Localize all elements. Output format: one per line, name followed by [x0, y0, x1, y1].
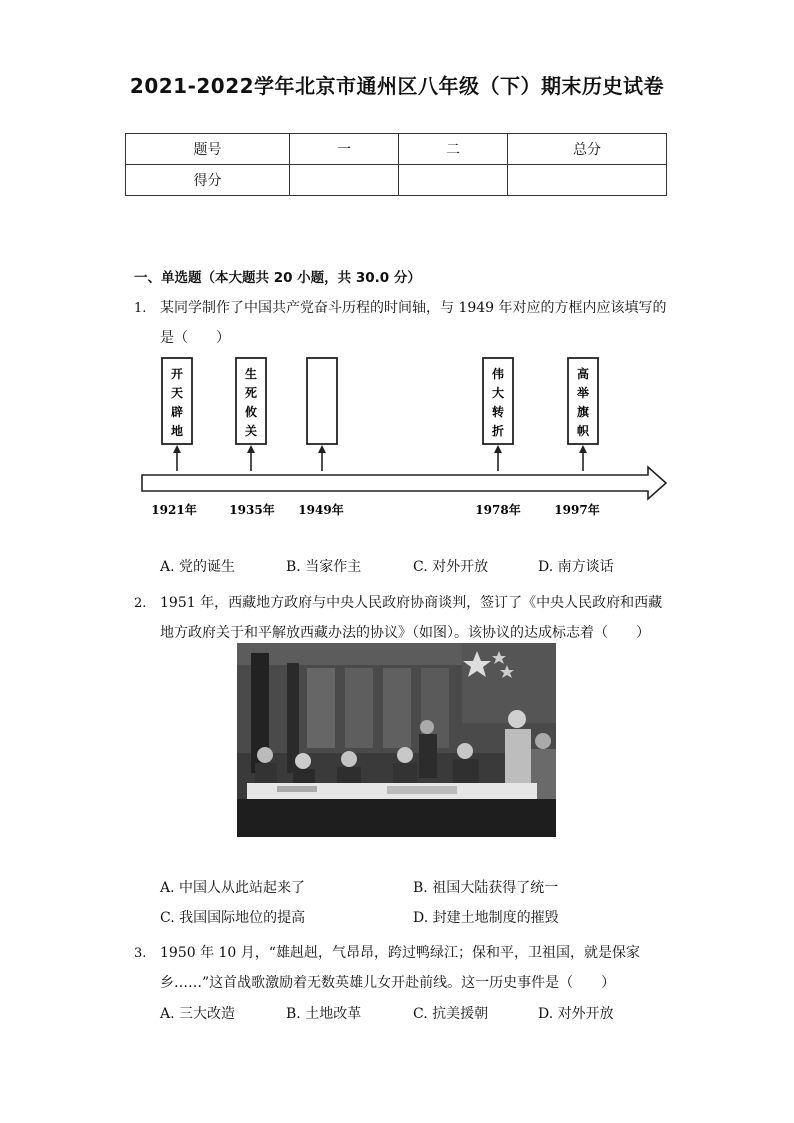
timeline-box-char: 伟: [491, 367, 505, 381]
score-header-cell: 一: [290, 134, 399, 165]
timeline-box-char: 地: [170, 424, 184, 438]
question-stem-line: 乡……”这首战歌激励着无数英雄儿女开赴前线。这一历史事件是（ ）: [160, 975, 616, 991]
timeline-box-char: 高: [576, 367, 590, 381]
answer-option-a[interactable]: A. 三大改造: [160, 1006, 236, 1022]
exam-title: 2021-2022学年北京市通州区八年级（下）期末历史试卷: [129, 74, 665, 98]
score-cell: [508, 165, 667, 196]
timeline-arrow: [142, 467, 666, 499]
timeline-box-char: 天: [170, 386, 184, 400]
timeline-box-char: 开: [170, 367, 184, 381]
timeline-box-char: 帜: [576, 424, 590, 438]
question-number: 2.: [134, 596, 147, 611]
timeline-box-char: 转: [491, 405, 505, 419]
question-stem-line: 是（ ）: [160, 330, 230, 346]
answer-option-a[interactable]: A. 中国人从此站起来了: [160, 880, 306, 896]
timeline-year: 1978年: [475, 503, 521, 517]
answer-option-c[interactable]: C. 抗美援朝: [413, 1006, 489, 1022]
question-number: 1.: [134, 301, 147, 316]
section-heading: 一、单选题（本大题共 20 小题，共 30.0 分）: [134, 270, 421, 286]
timeline-box-char: 大: [491, 386, 505, 400]
timeline-year: 1997年: [554, 503, 600, 517]
answer-option-d[interactable]: D. 封建土地制度的摧毁: [413, 910, 559, 926]
answer-option-d[interactable]: D. 对外开放: [538, 1006, 614, 1022]
score-header-cell: 题号: [126, 134, 290, 165]
answer-option-b[interactable]: B. 土地改革: [286, 1006, 362, 1022]
score-cell: [399, 165, 508, 196]
score-table-score-row: [126, 165, 667, 196]
question-stem-line: 地方政府关于和平解放西藏办法的协议》（如图）。该协议的达成标志着（ ）: [160, 625, 650, 641]
timeline-box-char: 折: [491, 424, 505, 438]
question-stem-line: 1950 年 10 月，“雄赳赳，气昂昂，跨过鸭绿江；保和平，卫祖国，就是保家: [160, 945, 640, 961]
answer-option-b[interactable]: B. 当家作主: [286, 559, 362, 575]
answer-option-c[interactable]: C. 对外开放: [413, 559, 489, 575]
timeline-figure: [138, 350, 668, 530]
question-stem-line: 某同学制作了中国共产党奋斗历程的时间轴，与 1949 年对应的方框内应该填写的: [160, 300, 667, 316]
treaty-signing-photo: [237, 643, 556, 837]
score-cell: [290, 165, 399, 196]
timeline-year: 1935年: [229, 503, 275, 517]
question-stem-line: 1951 年，西藏地方政府与中央人民政府协商谈判，签订了《中央人民政府和西藏: [160, 595, 663, 611]
timeline-box-char: 旗: [576, 405, 590, 419]
timeline-box-char: 攸: [244, 405, 258, 419]
score-row-label: 得分: [126, 165, 290, 196]
timeline-year: 1921年: [151, 503, 197, 517]
score-header-cell: 二: [399, 134, 508, 165]
question-number: 3.: [134, 946, 147, 961]
score-table: [125, 133, 667, 196]
answer-option-a[interactable]: A. 党的诞生: [160, 559, 236, 575]
score-table-header-row: [126, 134, 667, 165]
timeline-box-char: 死: [244, 386, 258, 400]
answer-option-b[interactable]: B. 祖国大陆获得了统一: [413, 880, 559, 896]
timeline-box-char: 举: [576, 386, 590, 400]
timeline-box-char: 关: [244, 424, 258, 438]
score-header-cell: 总分: [508, 134, 667, 165]
timeline-box-char: 生: [244, 367, 258, 381]
timeline-box-char: 辟: [170, 405, 184, 419]
timeline-box-blank: [307, 358, 337, 471]
timeline-year: 1949年: [298, 503, 344, 517]
answer-option-d[interactable]: D. 南方谈话: [538, 559, 614, 575]
answer-option-c[interactable]: C. 我国国际地位的提高: [160, 910, 306, 926]
